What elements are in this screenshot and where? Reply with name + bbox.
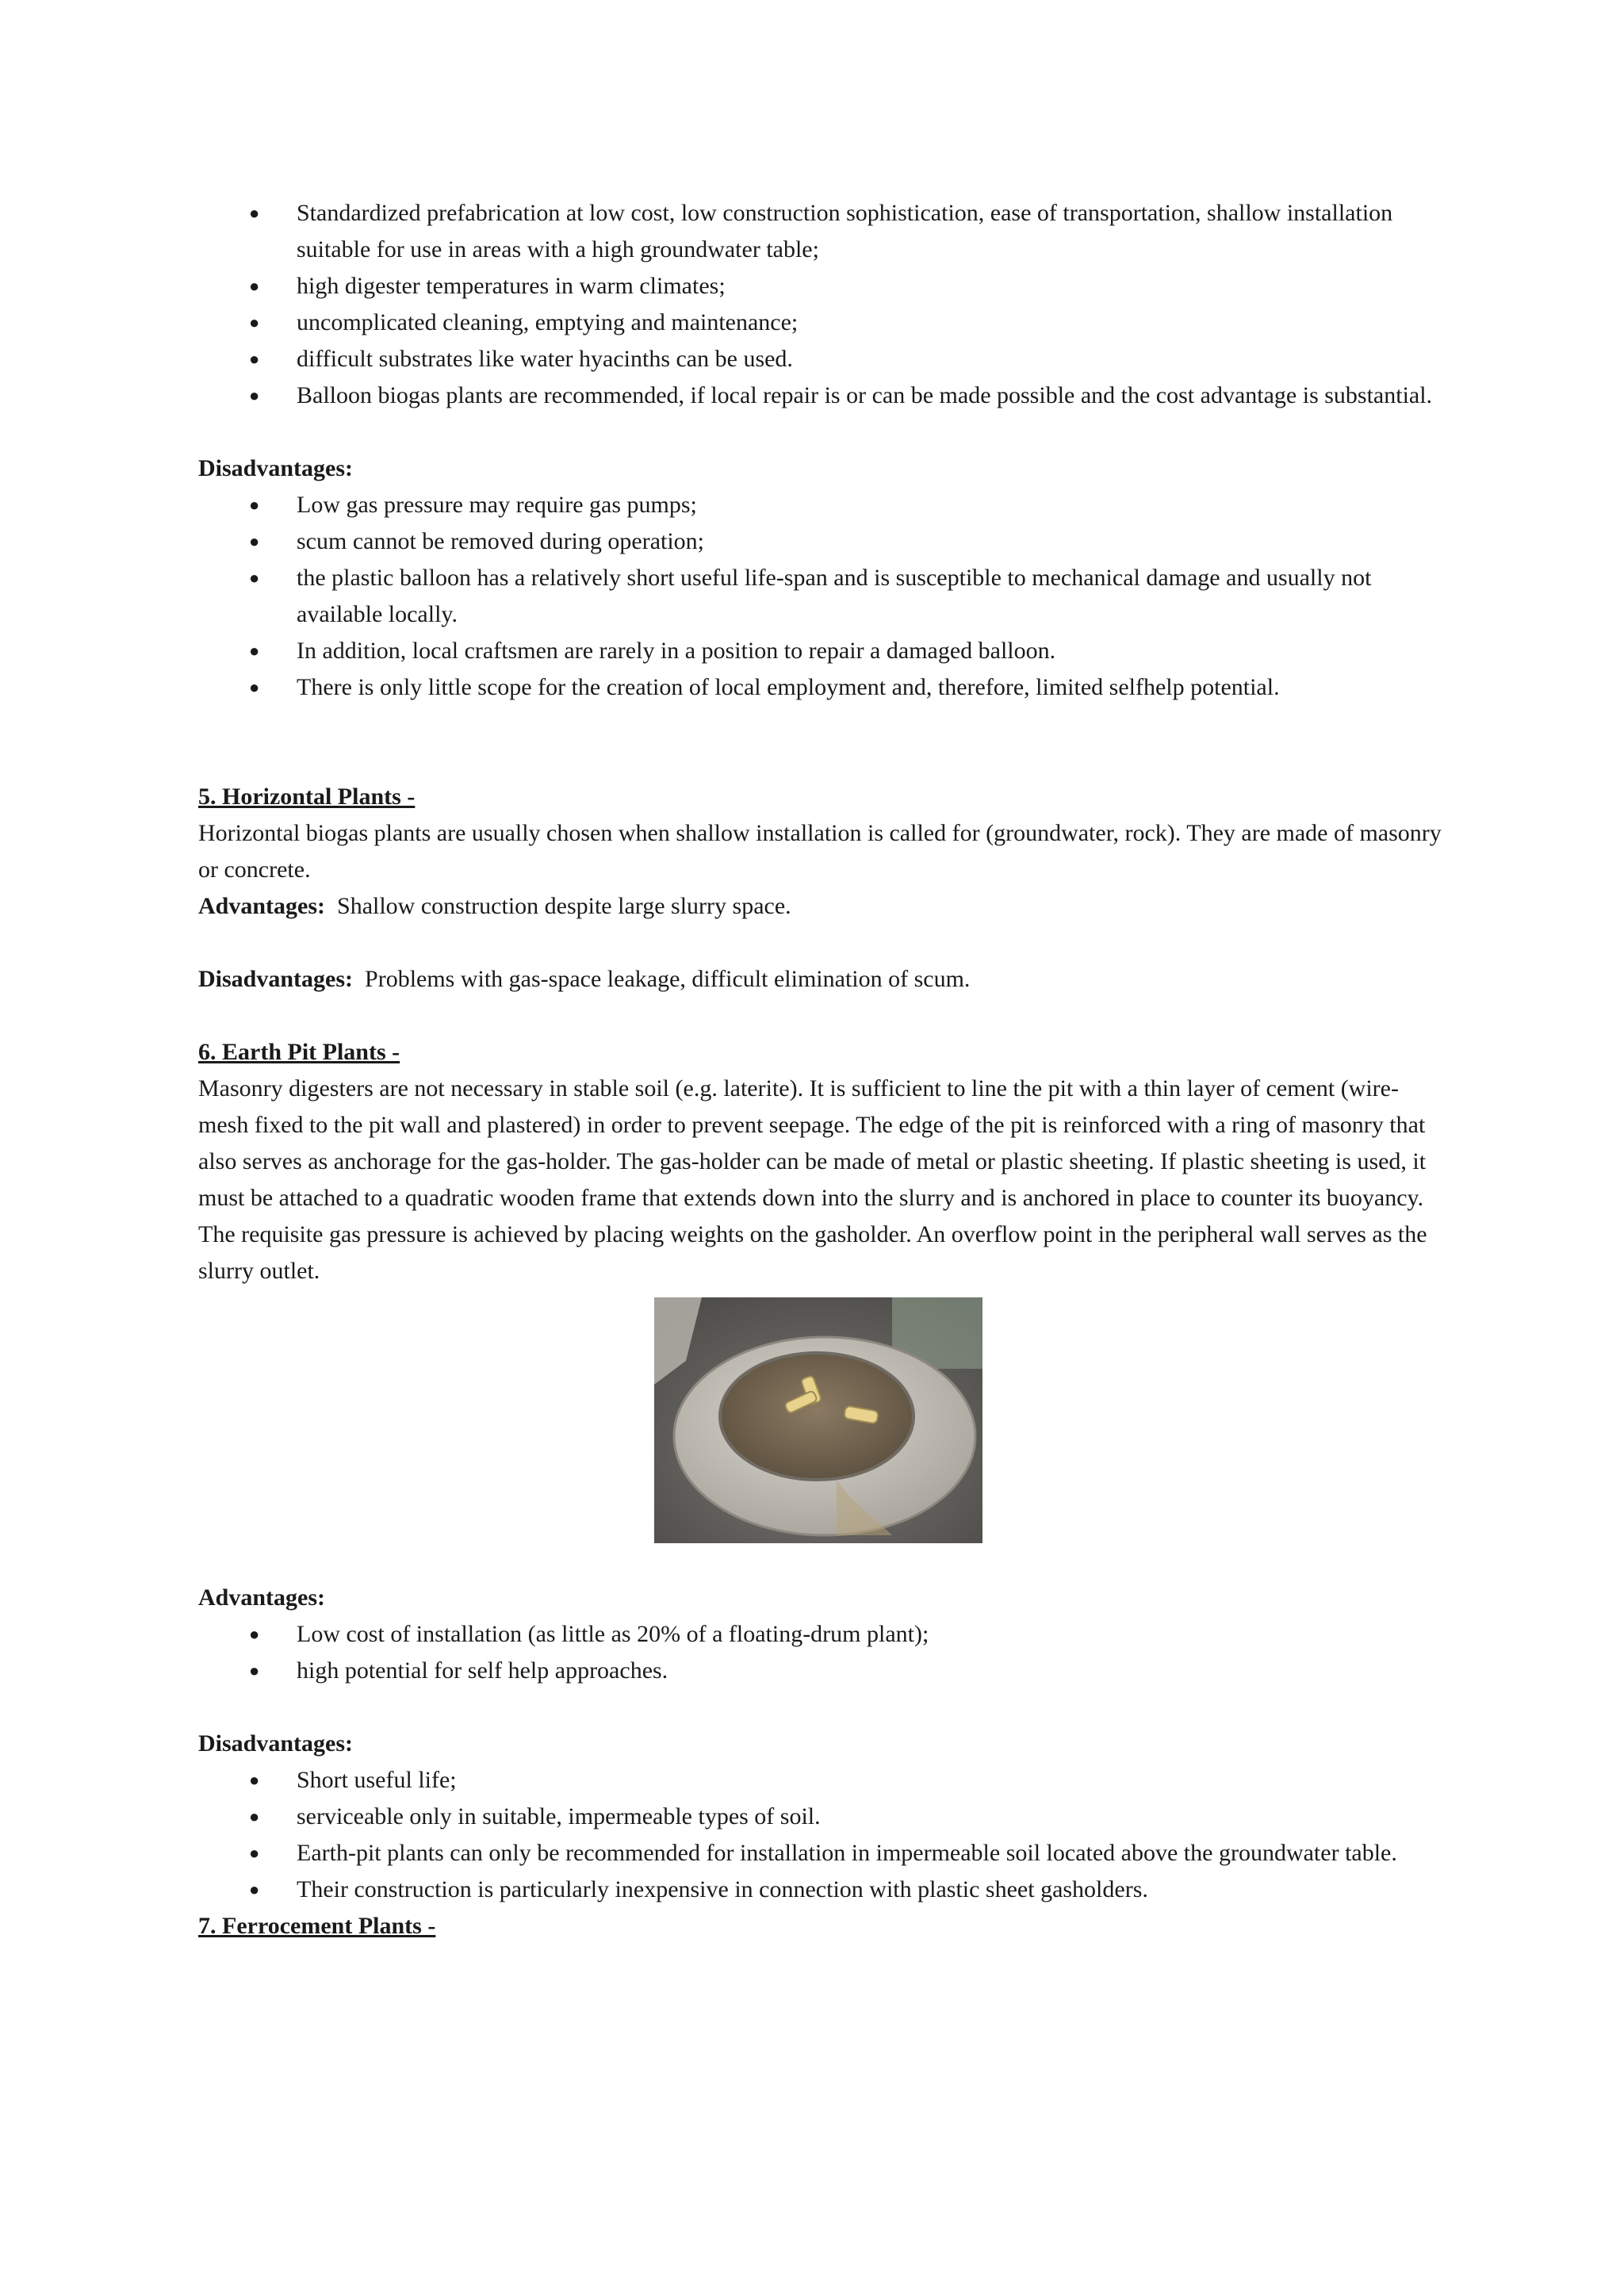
earth-pit-plants-body: Masonry digesters are not necessary in stable soil (e.g. laterite). It is sufficient to line the pit with a thin layer of cement (wire-mesh fixed to the pit wall and plastered) in order to prevent seepage. The edge of the pit is reinforced with a ring of masonry that also serves as anchorage for the gas-holder. The gas-holder can be made of metal or plastic sheeting. If plastic sheeting is used, it must be attached to a quadratic wooden frame that extends down into the slurry and is anchored in place to counter its buoyancy. The requisite gas pressure is achieved by placing weights on the gasholder. An overflow point in the peripheral wall serves as the slurry outlet. xyxy=(198,1075,1427,1284)
advantages-label: Advantages: xyxy=(198,893,326,919)
ferrocement-plants-title: 7. Ferrocement Plants - xyxy=(198,1913,436,1939)
list-item: ● Standardized prefabrication at low cost, low construction sophistication, ease of transportation, shallow installation suitable for use in areas with a high groundwater table; xyxy=(198,195,1447,268)
bullet-icon: ● xyxy=(249,385,260,405)
list-item: ● In addition, local craftsmen are rarely in a position to repair a damaged balloon. xyxy=(198,633,1447,669)
list-item: ● the plastic balloon has a relatively short useful life-span and is susceptible to mechanical damage and usually not available locally. xyxy=(198,560,1447,633)
bullet-icon: ● xyxy=(249,1806,260,1826)
disadvantages-label: Disadvantages: xyxy=(198,966,354,992)
list-item: ● Their construction is particularly inexpensive in connection with plastic sheet gasholders. xyxy=(198,1872,1447,1908)
bullet-icon: ● xyxy=(249,568,260,588)
bullet-icon: ● xyxy=(249,203,260,223)
list-item: ● Balloon biogas plants are recommended, if local repair is or can be made possible and the cost advantage is substantial. xyxy=(198,377,1447,414)
list-item: ● high potential for self help approaches. xyxy=(198,1653,1447,1689)
list-item: ● Short useful life; xyxy=(198,1762,1447,1799)
bullet-icon: ● xyxy=(249,1879,260,1899)
bullet-icon: ● xyxy=(249,312,260,332)
balloon-disadvantages-list xyxy=(198,487,1447,706)
earth-pit-plants-title: 6. Earth Pit Plants - xyxy=(198,1039,400,1065)
bullet-icon: ● xyxy=(249,1661,260,1680)
list-item: ● difficult substrates like water hyacinths can be used. xyxy=(198,341,1447,377)
list-item: ● serviceable only in suitable, impermeable types of soil. xyxy=(198,1799,1447,1835)
bullet-icon: ● xyxy=(249,495,260,515)
horizontal-advantages: Advantages: Shallow construction despite large slurry space. xyxy=(198,893,791,919)
bullet-icon: ● xyxy=(249,1843,260,1863)
list-item: ● uncomplicated cleaning, emptying and maintenance; xyxy=(198,305,1447,341)
bullet-icon: ● xyxy=(249,349,260,369)
earth-pit-disadvantages-list xyxy=(198,1762,1447,1908)
earth-pit-disadvantages-heading: Disadvantages: xyxy=(198,1730,354,1757)
list-item: ● Low gas pressure may require gas pumps; xyxy=(198,487,1447,523)
balloon-disadvantages-heading: Disadvantages: xyxy=(198,455,354,481)
balloon-advantages-list xyxy=(198,195,1447,414)
bullet-icon: ● xyxy=(249,1624,260,1644)
horizontal-plants-title: 5. Horizontal Plants - xyxy=(198,784,416,810)
list-item: ● scum cannot be removed during operation; xyxy=(198,523,1447,560)
earth-pit-advantages-list xyxy=(198,1616,1447,1689)
bullet-icon: ● xyxy=(249,1770,260,1790)
bullet-icon: ● xyxy=(249,677,260,697)
list-item: ● There is only little scope for the creation of local employment and, therefore, limited selfhelp potential. xyxy=(198,669,1447,706)
earth-pit-advantages-heading: Advantages: xyxy=(198,1584,326,1611)
bullet-icon: ● xyxy=(249,641,260,661)
horizontal-plants-body: Horizontal biogas plants are usually chosen when shallow installation is called for (groundwater, rock). They are made of masonry or concrete. xyxy=(198,820,1442,883)
bullet-icon: ● xyxy=(249,276,260,296)
horizontal-disadvantages: Disadvantages: Problems with gas-space leakage, difficult elimination of scum. xyxy=(198,966,971,992)
list-item: ● Low cost of installation (as little as 20% of a floating-drum plant); xyxy=(198,1616,1447,1653)
earth-pit-photo-illustration xyxy=(654,1297,982,1543)
bullet-icon: ● xyxy=(249,531,260,551)
earth-pit-photo xyxy=(654,1297,982,1543)
list-item: ● high digester temperatures in warm climates; xyxy=(198,268,1447,305)
document-page xyxy=(198,195,1447,1944)
list-item: ● Earth-pit plants can only be recommended for installation in impermeable soil located above the groundwater table. xyxy=(198,1835,1447,1872)
